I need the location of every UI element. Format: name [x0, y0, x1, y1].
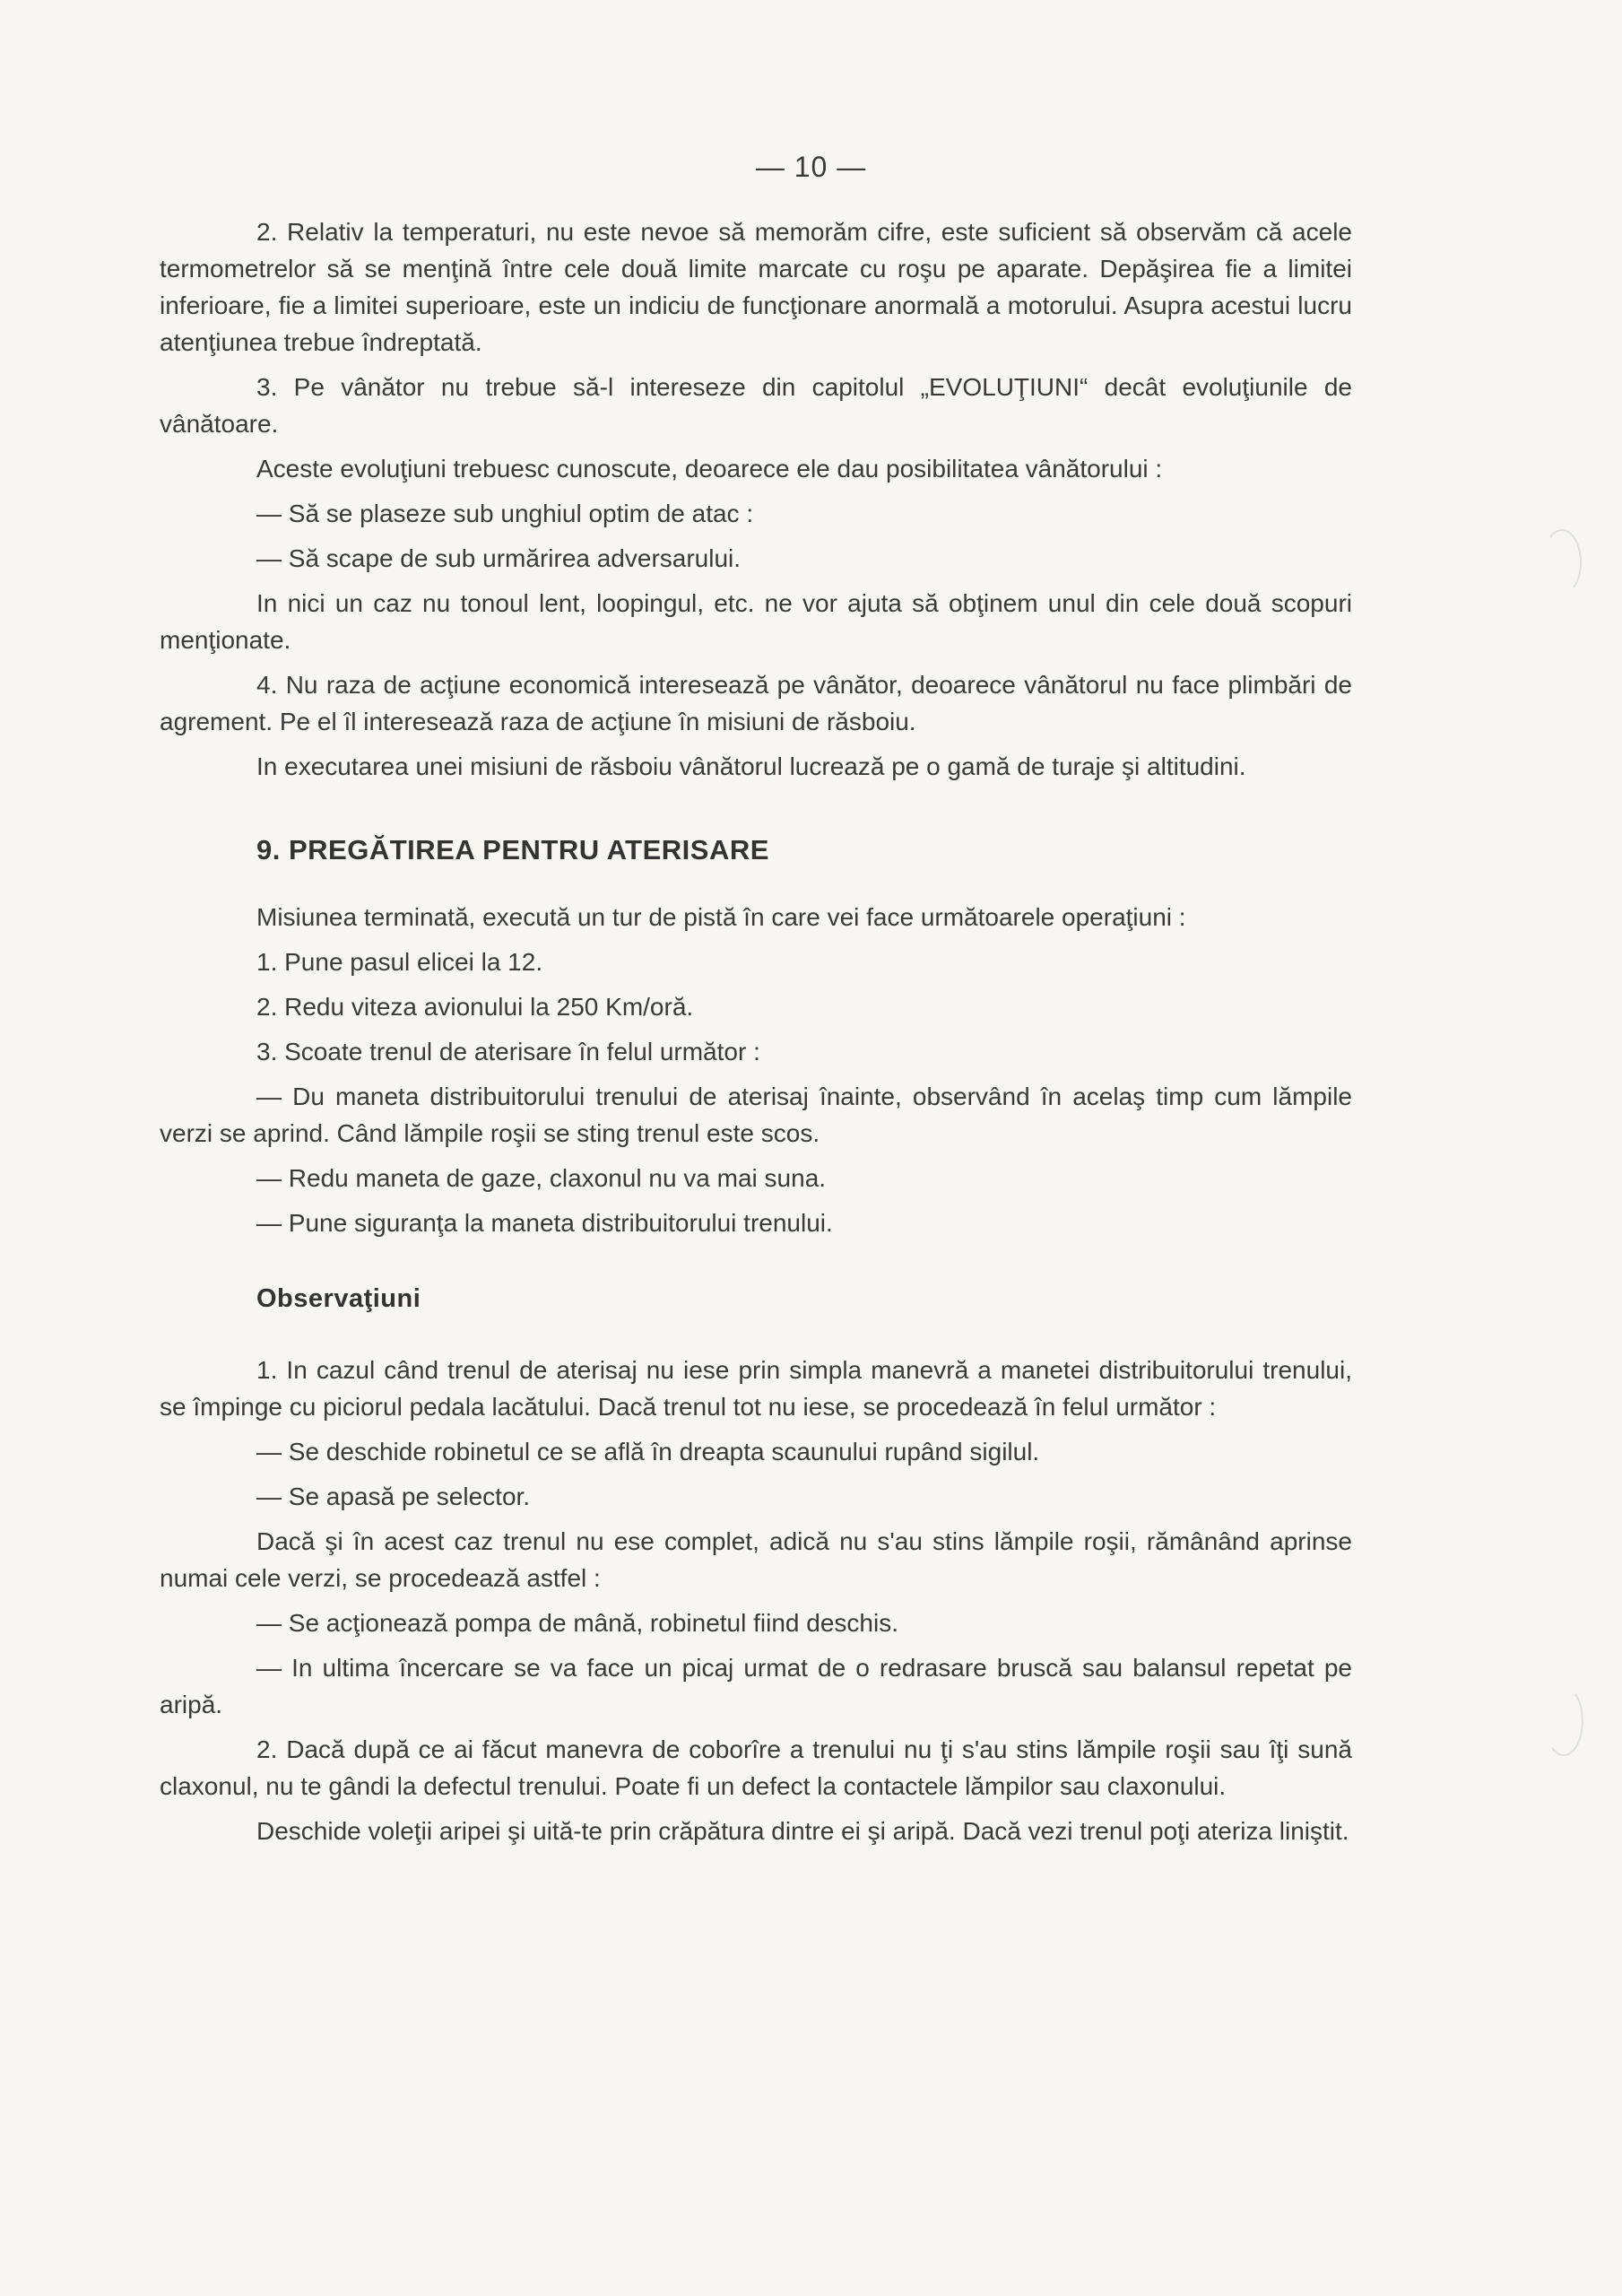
binding-hole-mark — [1544, 1686, 1583, 1756]
binding-hole-mark — [1542, 529, 1582, 596]
list-item: — Se acţionează pompa de mână, robinetul fiind deschis. — [256, 1609, 898, 1637]
list-item: 3. Scoate trenul de aterisare în felul următor : — [256, 1038, 760, 1065]
paragraph: Aceste evoluţiuni trebuesc cunoscute, deoarece ele dau posibilitatea vânătorului : — [256, 455, 1163, 483]
list-item: — Pune siguranţa la maneta distribuitorului trenului. — [256, 1209, 833, 1237]
paragraph: In nici un caz nu tonoul lent, loopingul, etc. ne vor ajuta să obţinem unul din cele două scopuri menţionate. — [160, 589, 1352, 654]
section-heading: 9. PREGĂTIREA PENTRU ATERISARE — [256, 834, 769, 865]
paragraph: In executarea unei misiuni de răsboiu vânătorul lucrează pe o gamă de turaje şi altitudini. — [256, 752, 1246, 780]
observations-heading: Observaţiuni — [256, 1284, 421, 1313]
paragraph: Misiunea terminată, execută un tur de pistă în care vei face următoarele operaţiuni : — [256, 903, 1186, 931]
page-number: — 10 — — [755, 151, 867, 183]
paragraph: 1. In cazul când trenul de aterisaj nu iese prin simpla manevră a manetei distribuitorului trenului, se împinge cu piciorul pedala lacătului. Dacă trenul tot nu iese, se procedează în felul următor : — [160, 1356, 1352, 1421]
paragraph: 2. Dacă după ce ai făcut manevra de coborîre a trenului nu ţi s'au stins lămpile roşii sau îţi sună claxonul, nu te gândi la defectul trenului. Poate fi un defect la contactele lămpilor sau claxonului. — [160, 1735, 1352, 1800]
list-item: — Se apasă pe selector. — [256, 1483, 531, 1510]
paragraph: Dacă şi în acest caz trenul nu ese complet, adică nu s'au stins lămpile roşii, rămânând aprinse numai cele verzi, se procedează astfel : — [160, 1527, 1352, 1592]
list-item: 2. Redu viteza avionului la 250 Km/oră. — [256, 993, 694, 1021]
paragraph: 4. Nu raza de acţiune economică interesează pe vânător, deoarece vânătorul nu face plimbări de agrement. Pe el îl interesează raza de acţiune în misiuni de răsboiu. — [160, 671, 1352, 735]
list-item: — Se deschide robinetul ce se află în dreapta scaunului rupând sigilul. — [256, 1438, 1040, 1465]
paragraph: 3. Pe vânător nu trebue să-l intereseze din capitolul „EVOLUŢIUNI“ decât evoluţiunile de vânătoare. — [160, 373, 1352, 438]
list-item: — Să se plaseze sub unghiul optim de atac : — [256, 500, 754, 527]
list-item: — Redu maneta de gaze, claxonul nu va mai suna. — [256, 1164, 827, 1192]
body-text — [160, 213, 1352, 1857]
list-item: — In ultima încercare se va face un picaj urmat de o redrasare bruscă sau balansul repetat pe aripă. — [160, 1654, 1352, 1718]
list-item: — Du maneta distribuitorului trenului de aterisaj înainte, observând în acelaş timp cum lămpile verzi se aprind. Când lămpile roşii se sting trenul este scos. — [160, 1083, 1352, 1147]
list-item: 1. Pune pasul elicei la 12. — [256, 948, 543, 976]
paragraph: Deschide voleţii aripei şi uită-te prin crăpătura dintre ei şi aripă. Dacă vezi trenul poţi ateriza liniştit. — [256, 1817, 1349, 1845]
paragraph: 2. Relativ la temperaturi, nu este nevoe să memorăm cifre, este suficient să observăm că acele termometrelor să se menţină între cele două limite marcate cu roşu pe aparate. Depăşirea fie a limitei inferioare, fie a limitei superioare, este un indiciu de funcţionare anormală a motorului. Asupra acestui lucru atenţiunea trebue îndreptată. — [160, 218, 1352, 356]
list-item: — Să scape de sub urmărirea adversarului. — [256, 544, 742, 572]
